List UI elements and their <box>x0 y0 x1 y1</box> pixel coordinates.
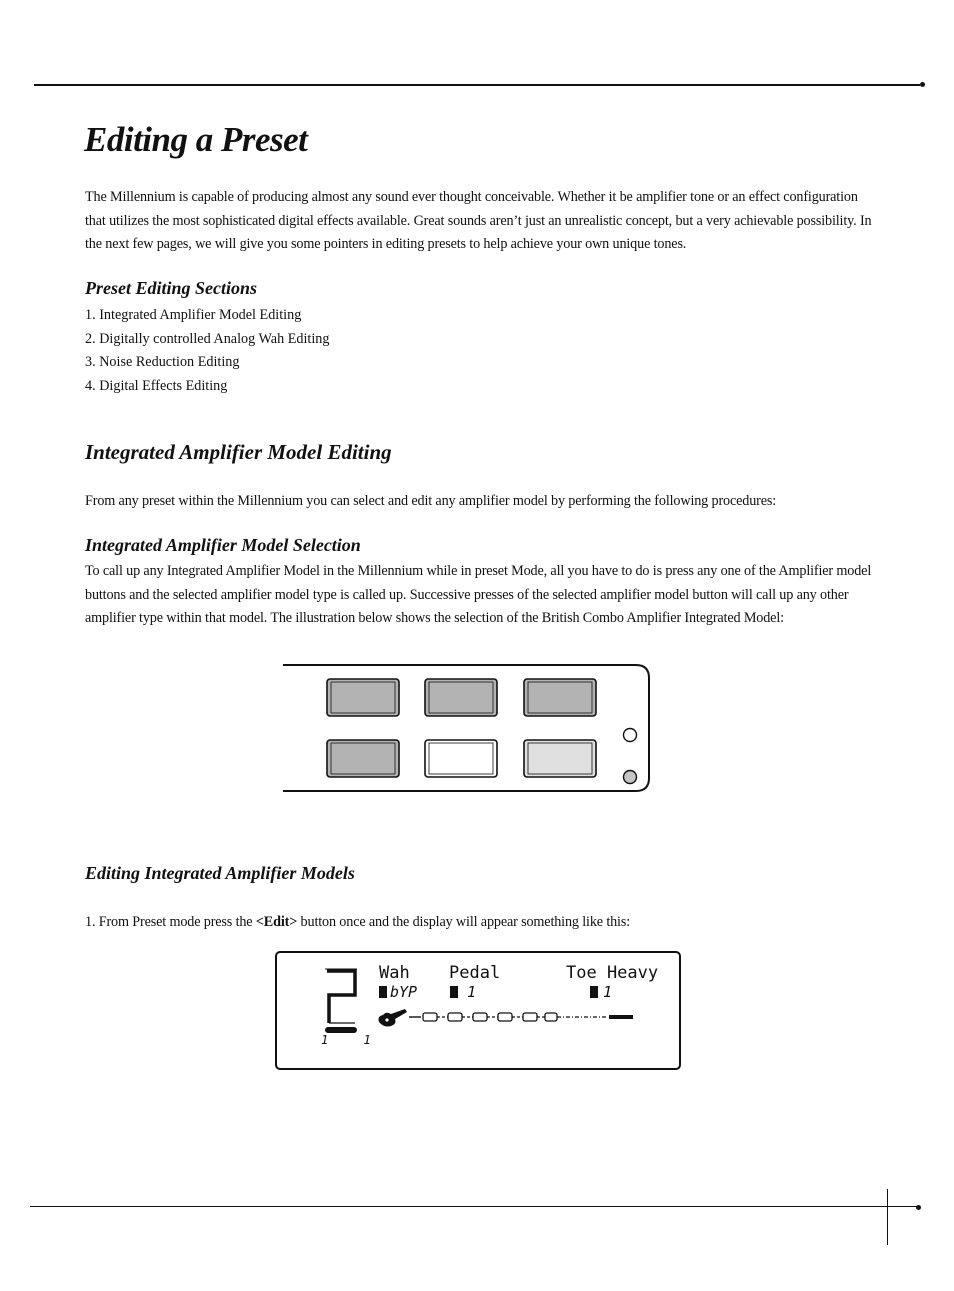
bottom-rule <box>30 1206 917 1207</box>
lcd-cursor-block-2 <box>450 986 458 998</box>
lcd-value-toe: 1 <box>603 983 613 1001</box>
list-item: 3. Noise Reduction Editing <box>85 354 240 370</box>
guitar-icon <box>379 1009 408 1027</box>
amp-heading: Integrated Amplifier Model Editing <box>85 440 392 464</box>
lcd-cursor-block-1 <box>379 986 387 998</box>
amp-selection-heading: Integrated Amplifier Model Selection <box>85 535 361 555</box>
list-item: 1. Integrated Amplifier Model Editing <box>85 307 302 323</box>
sections-heading: Preset Editing Sections <box>85 278 258 298</box>
lcd-value-pedal: 1 <box>467 983 477 1001</box>
lcd-cursor-block-3 <box>590 986 598 998</box>
top-rule-dot <box>920 82 925 87</box>
amp-intro: From any preset within the Millennium you can select and edit any amplifier model by performing the following procedures: <box>85 493 777 509</box>
edit-key: <Edit> <box>255 914 298 930</box>
step-1-suffix: button once and the display will appear something like this: <box>297 914 631 930</box>
lcd-field-pedal: Pedal <box>449 963 501 983</box>
page-title: Editing a Preset <box>84 120 308 159</box>
amp-selection-text: To call up any Integrated Amplifier Model in the Millennium while in preset Mode, all you have to do is press any one of the Amplifier model buttons and the selected amplifier model type is called up. Successive presses of the selected amplifier model button will call up any other amplifier type within that model. The illustration below shows the selection of the British Combo Amplifier Integrated Model: <box>85 563 872 626</box>
lcd-large-digit <box>321 965 361 1037</box>
amp-model-button-2[interactable] <box>425 679 497 716</box>
bottom-rule-dot <box>916 1205 921 1210</box>
amp-model-button-5[interactable] <box>425 740 497 777</box>
crop-mark <box>887 1189 888 1245</box>
led-indicator-lit <box>624 771 637 784</box>
british-combo-button[interactable] <box>524 740 596 777</box>
lcd-display <box>275 951 681 1070</box>
lcd-value-bypass: bYP <box>390 983 418 1001</box>
lcd-small-readout: 1 1 <box>321 1033 385 1047</box>
top-rule <box>34 84 920 86</box>
lcd-field-toe-heavy: Toe Heavy <box>566 963 659 983</box>
amp-button-panel <box>280 662 654 796</box>
lcd-signal-chain <box>375 1005 665 1029</box>
step-1-prefix: 1. From Preset mode press the <box>85 914 256 930</box>
sections-list <box>85 304 329 398</box>
editing-heading: Editing Integrated Amplifier Models <box>85 863 355 883</box>
led-indicator-off <box>624 729 637 742</box>
amp-model-button-4[interactable] <box>327 740 399 777</box>
amp-model-button-3[interactable] <box>524 679 596 716</box>
amp-model-button-1[interactable] <box>327 679 399 716</box>
step-1 <box>85 911 875 935</box>
lcd-field-wah: Wah <box>379 963 410 983</box>
list-item: 2. Digitally controlled Analog Wah Editing <box>85 330 330 347</box>
list-item: 4. Digital Effects Editing <box>85 377 228 394</box>
intro-paragraph: The Millennium is capable of producing almost any sound ever thought conceivable. Whether it be amplifier tone or an effect configuration that utilizes the most sophisticated digital effects available. Great sounds aren’t just an unrealistic concept, but a very achievable possibility. In the next few pages, we will give you some pointers in editing presets to help achieve your own unique tones. <box>85 189 872 252</box>
